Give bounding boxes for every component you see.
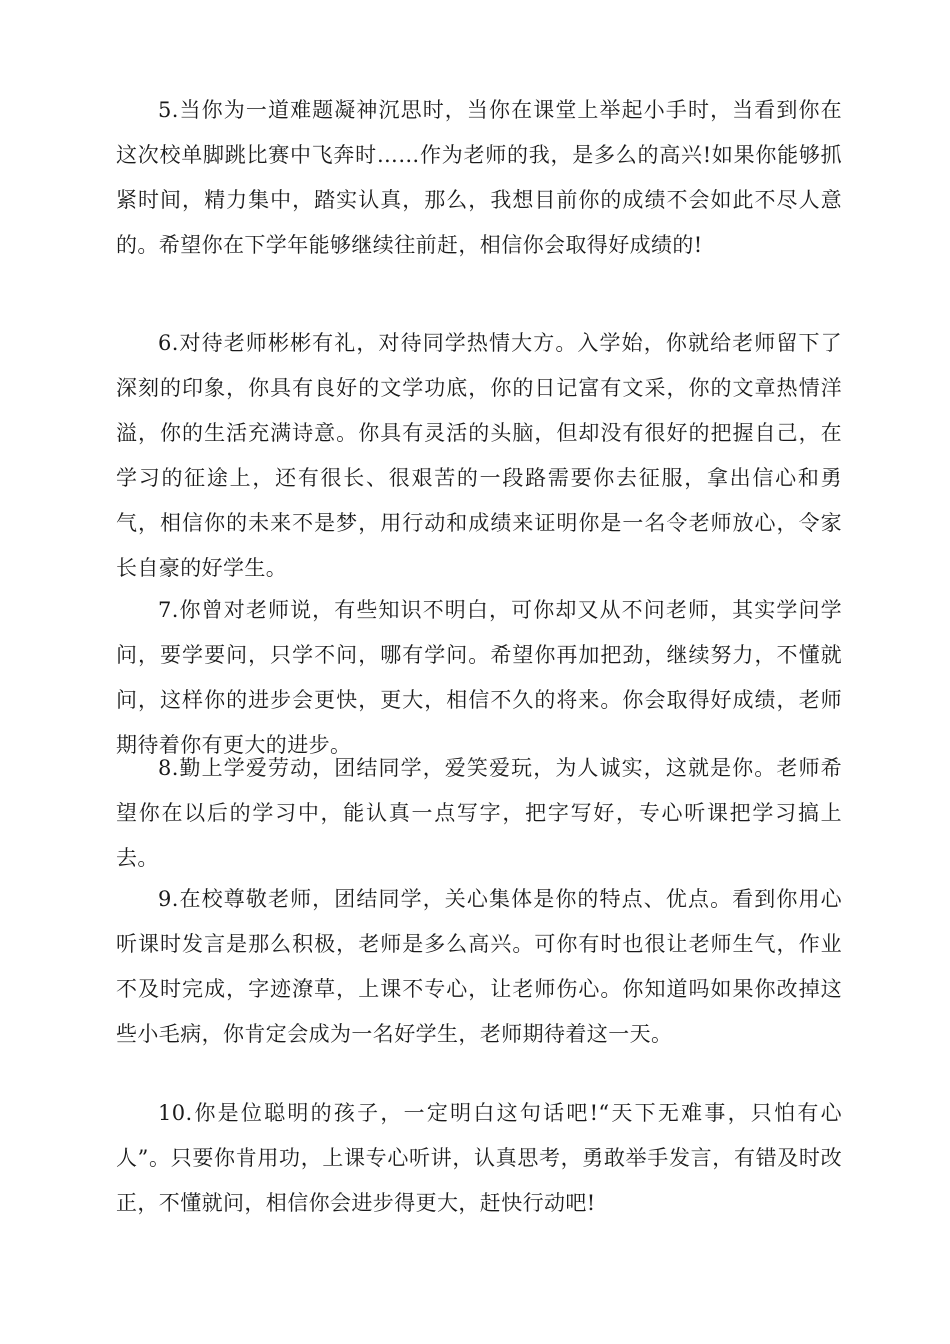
comment-paragraph-10: 10.你是位聪明的孩子，一定明白这句话吧!“天下无难事，只怕有心人”。只要你肯用功，上课专心听讲，认真思考，勇敢举手发言，有错及时改正，不懂就问，相信你会进步得更大，赶快行动吧! (116, 1101, 842, 1215)
comment-paragraph-8: 8.勤上学爱劳动，团结同学，爱笑爱玩，为人诚实，这就是你。老师希望你在以后的学习中，能认真一点写字，把字写好，专心听课把学习搞上去。 (116, 756, 842, 870)
comment-paragraph-9: 9.在校尊敬老师，团结同学，关心集体是你的特点、优点。看到你用心听课时发言是那么积极，老师是多么高兴。可你有时也很让老师生气，作业不及时完成，字迹潦草，上课不专心，让老师伤心。你知道吗如果你改掉这些小毛病，你肯定会成为一名好学生，老师期待着这一天。 (116, 887, 842, 1046)
comment-paragraph-5: 5.当你为一道难题凝神沉思时，当你在课堂上举起小手时，当看到你在这次校单脚跳比赛中飞奔时……作为老师的我，是多么的高兴!如果你能够抓紧时间，精力集中，踏实认真，那么，我想目前你的成绩不会如此不尽人意的。希望你在下学年能够继续往前赶，相信你会取得好成绩的! (116, 98, 842, 257)
comment-paragraph-7: 7.你曾对老师说，有些知识不明白，可你却又从不问老师，其实学问学问，要学要问，只学不问，哪有学问。希望你再加把劲，继续努力，不懂就问，这样你的进步会更快，更大，相信不久的将来。你会取得好成绩，老师期待着你有更大的进步。 (116, 598, 842, 757)
comment-paragraph-6: 6.对待老师彬彬有礼，对待同学热情大方。入学始，你就给老师留下了深刻的印象，你具有良好的文学功底，你的日记富有文采，你的文章热情洋溢，你的生活充满诗意。你具有灵活的头脑，但却没有很好的把握自己，在学习的征途上，还有很长、很艰苦的一段路需要你去征服，拿出信心和勇气，相信你的未来不是梦，用行动和成绩来证明你是一名令老师放心，令家长自豪的好学生。 (116, 331, 842, 580)
